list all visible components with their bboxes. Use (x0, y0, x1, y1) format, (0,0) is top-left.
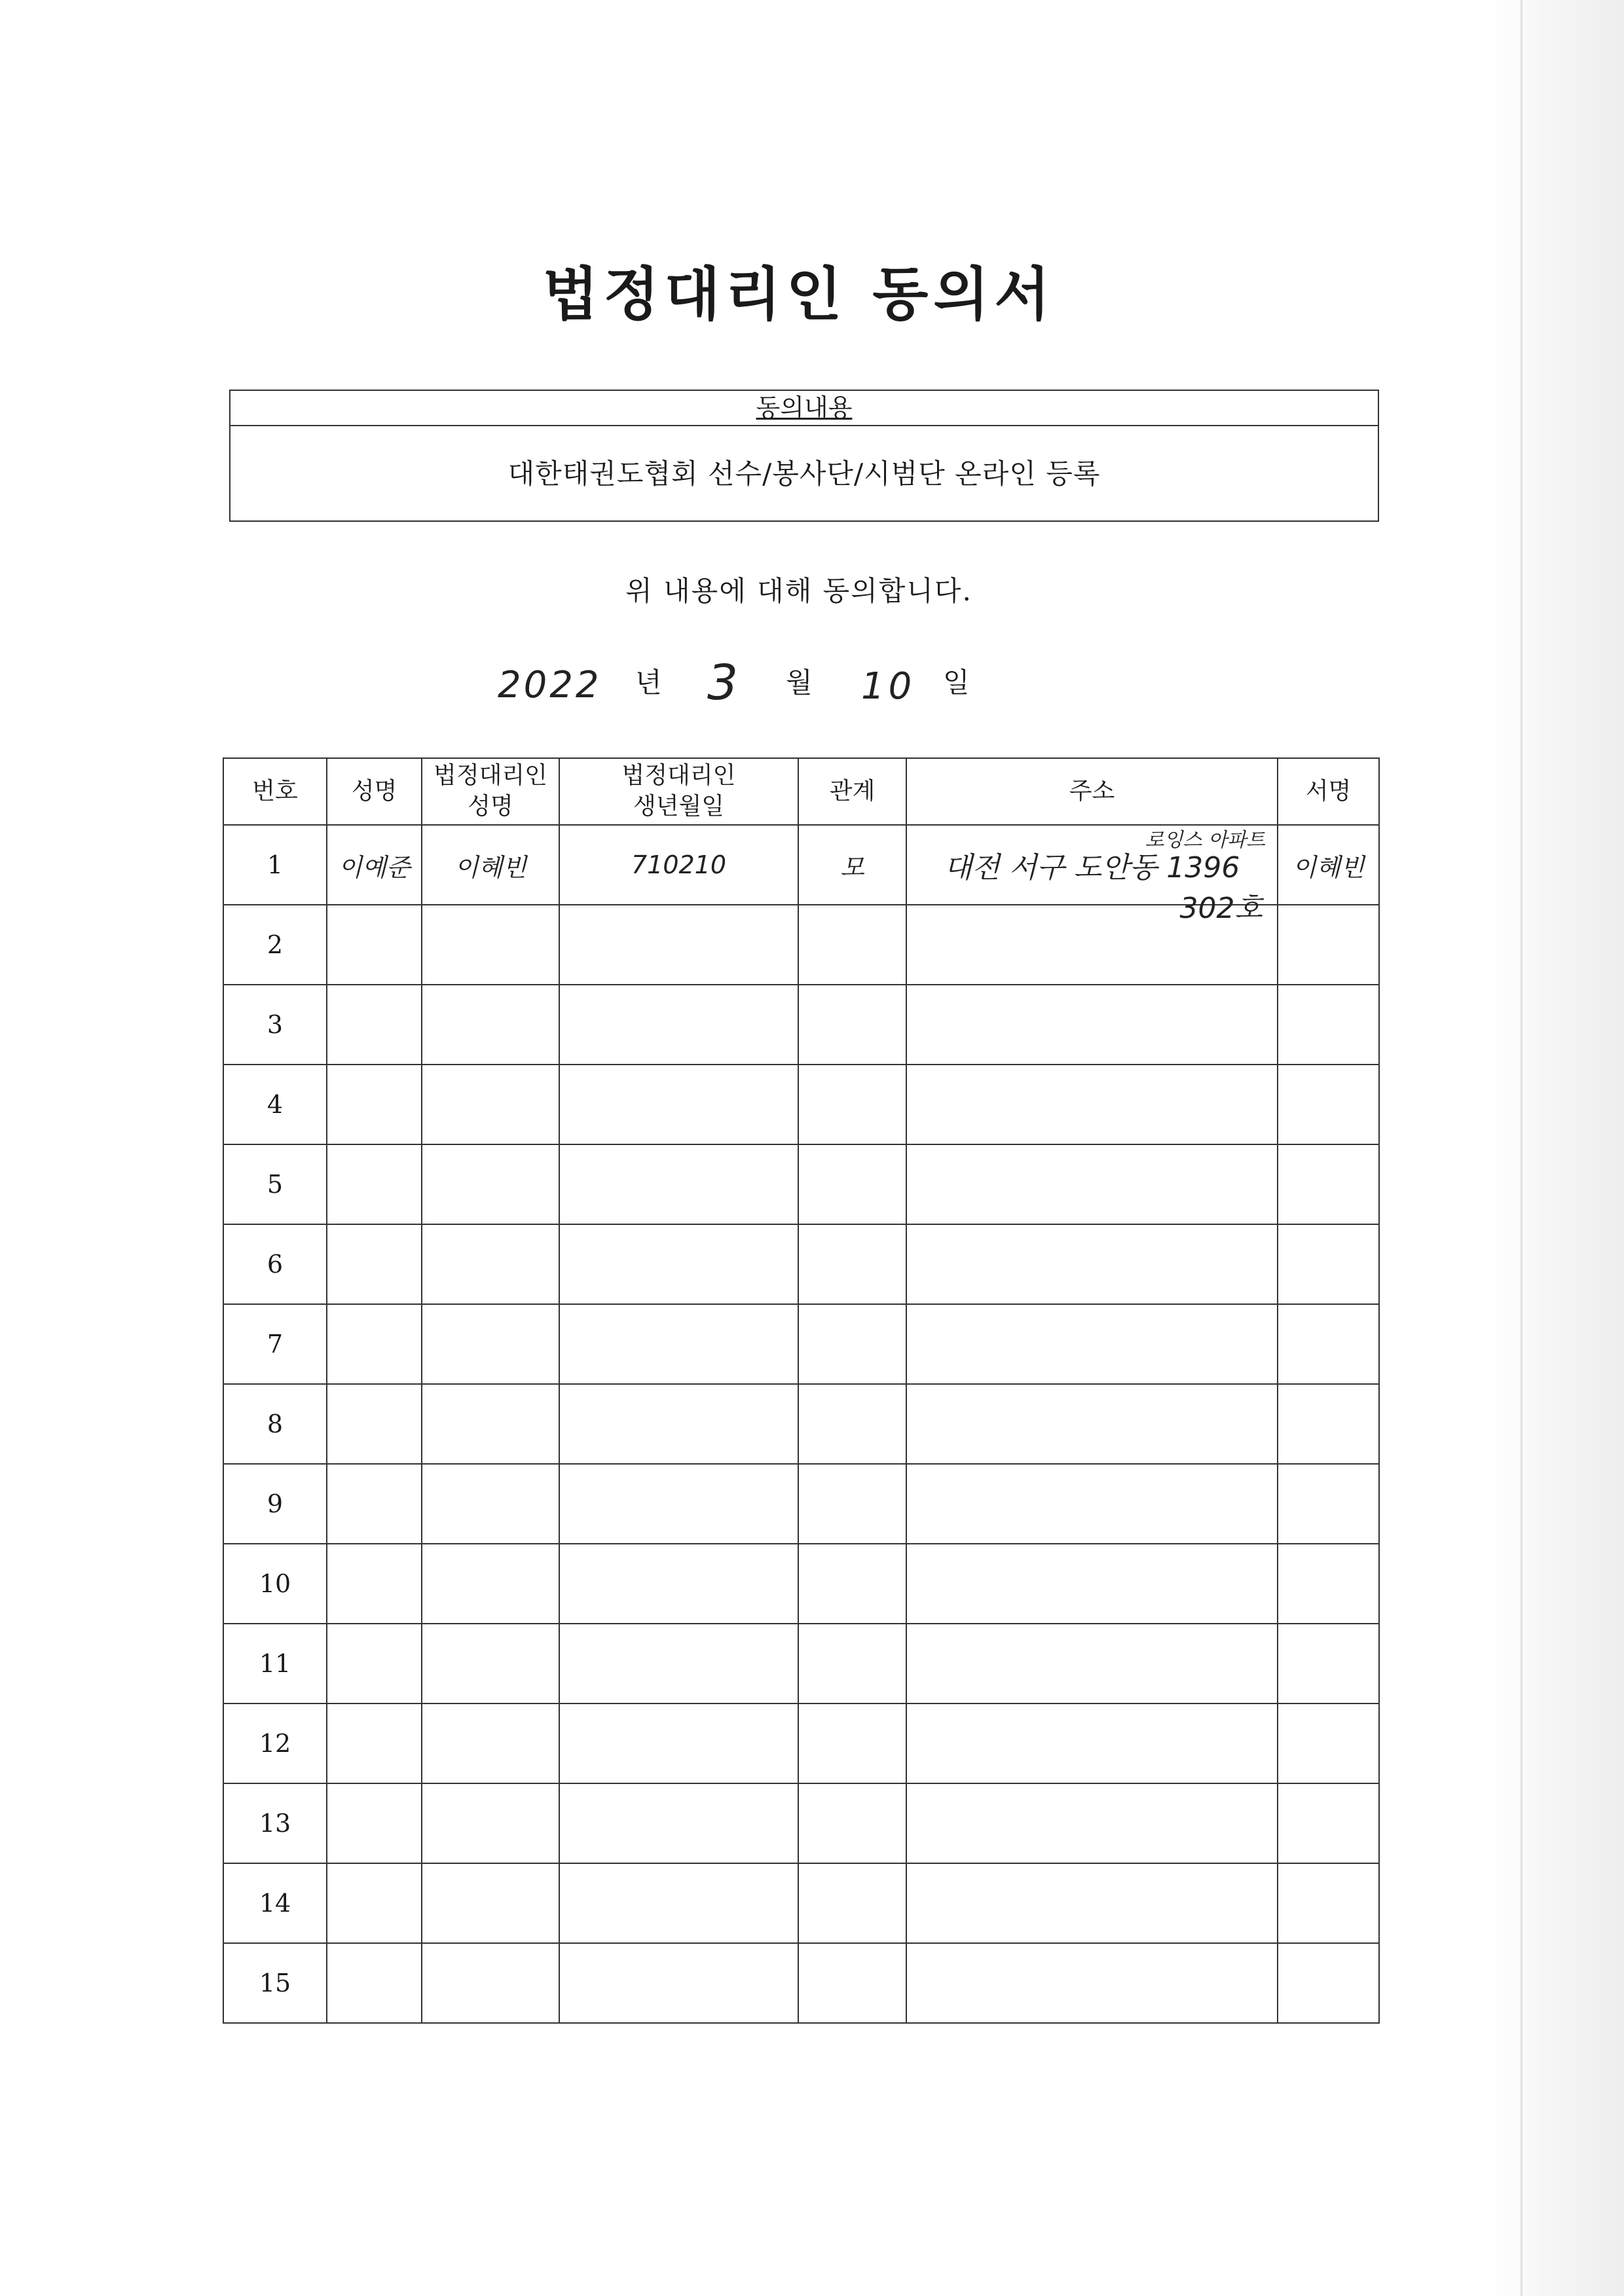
row-number: 14 (223, 1863, 327, 1943)
guardian-birth-cell[interactable] (559, 1704, 798, 1783)
signature-cell[interactable] (1278, 1065, 1379, 1144)
table-row (223, 1464, 1379, 1544)
table-row (223, 1065, 1379, 1144)
header-address: 주소 (906, 758, 1278, 825)
table-row (223, 825, 1379, 905)
row-number: 6 (223, 1224, 327, 1304)
guardian-birth-cell[interactable] (559, 1943, 798, 2023)
address-cell[interactable] (906, 1384, 1278, 1464)
consent-body: 대한태권도협회 선수/봉사단/시범단 온라인 등록 (507, 458, 1101, 490)
guardian-birth-cell[interactable] (559, 1065, 798, 1144)
address-cell[interactable] (906, 825, 1278, 925)
relation-cell[interactable] (798, 1943, 906, 2023)
header-signature: 서명 (1278, 758, 1379, 825)
address-cell[interactable] (906, 1544, 1278, 1624)
name-cell[interactable] (327, 1384, 422, 1464)
header-guardian-name (422, 758, 559, 825)
guardian-name-cell[interactable] (422, 905, 559, 985)
table-row (223, 1943, 1379, 2023)
signature-cell[interactable] (1278, 1464, 1379, 1544)
scan-edge-shadow (1493, 0, 1624, 2296)
signature-cell[interactable] (1278, 905, 1379, 985)
guardian-name-cell[interactable] (422, 1544, 559, 1624)
name-cell[interactable] (327, 985, 422, 1065)
header-no: 번호 (223, 758, 327, 825)
guardian-birth-cell[interactable] (559, 1144, 798, 1224)
table-row (223, 1224, 1379, 1304)
row-number: 9 (223, 1464, 327, 1544)
address-building: 로잉스 아파트 (1145, 829, 1265, 852)
relation-cell[interactable] (798, 1144, 906, 1224)
guardian-name-cell[interactable] (422, 1224, 559, 1304)
date-year-value[interactable]: 2022 (498, 664, 602, 706)
header-guardian-birth-line1: 법정대리인 (621, 762, 736, 790)
relation-cell[interactable] (798, 1624, 906, 1704)
address-cell[interactable] (906, 1624, 1278, 1704)
signature-cell[interactable] (1278, 1304, 1379, 1384)
row-number: 2 (223, 905, 327, 985)
document-title: 법정대리인 동의서 (542, 260, 1056, 328)
guardian-birth-cell[interactable] (559, 1224, 798, 1304)
header-guardian-name-line2: 성명 (468, 793, 513, 820)
signature-cell[interactable] (1278, 1704, 1379, 1783)
name-cell[interactable] (327, 1464, 422, 1544)
guardian-birth-cell[interactable] (559, 1544, 798, 1624)
guardian-birth-cell[interactable] (559, 1464, 798, 1544)
address-cell[interactable] (906, 1704, 1278, 1783)
guardian-name-cell[interactable] (422, 1464, 559, 1544)
guardian-name-cell[interactable] (422, 1144, 559, 1224)
header-relation: 관계 (798, 758, 906, 825)
address-cell[interactable] (906, 1144, 1278, 1224)
address-cell[interactable] (906, 1304, 1278, 1384)
relation-cell[interactable] (798, 1384, 906, 1464)
guardian-name-cell[interactable] (422, 1065, 559, 1144)
name-cell[interactable] (327, 1863, 422, 1943)
signature-cell[interactable] (1278, 1144, 1379, 1224)
name-cell[interactable] (327, 1144, 422, 1224)
row-number: 10 (223, 1544, 327, 1624)
header-guardian-name-line1: 법정대리인 (434, 762, 547, 790)
table-row (223, 1144, 1379, 1224)
row-number: 5 (223, 1144, 327, 1224)
name-cell[interactable] (327, 1065, 422, 1144)
row-number: 13 (223, 1783, 327, 1863)
signature-cell[interactable] (1278, 1624, 1379, 1704)
relation-cell[interactable] (798, 1304, 906, 1384)
table-row (223, 1304, 1379, 1384)
name-cell[interactable] (327, 1783, 422, 1863)
row-number: 3 (223, 985, 327, 1065)
consent-box (229, 390, 1379, 522)
address-cell[interactable] (906, 1224, 1278, 1304)
guardian-name-cell[interactable] (422, 1704, 559, 1783)
table-row (223, 1863, 1379, 1943)
date-year-label: 년 (635, 666, 662, 699)
signature-cell[interactable] (1278, 1783, 1379, 1863)
address-main: 대전 서구 도안동 1396 (944, 851, 1240, 884)
row-number: 7 (223, 1304, 327, 1384)
table-row (223, 1384, 1379, 1464)
date-day-label: 일 (943, 666, 970, 699)
signature-cell[interactable] (1278, 985, 1379, 1065)
relation-cell[interactable] (798, 1065, 906, 1144)
address-cell[interactable] (906, 1943, 1278, 2023)
name-cell[interactable] (327, 1943, 422, 2023)
table-header-row (223, 758, 1379, 825)
relation-cell[interactable] (798, 1224, 906, 1304)
relation-cell[interactable] (798, 1783, 906, 1863)
header-guardian-birth (559, 758, 798, 825)
signature-cell[interactable] (1278, 1544, 1379, 1624)
guardian-birth-cell[interactable] (559, 1384, 798, 1464)
name-cell[interactable] (327, 1624, 422, 1704)
signature-cell[interactable] (1278, 1863, 1379, 1943)
relation-cell[interactable] (798, 1464, 906, 1544)
row-number: 8 (223, 1384, 327, 1464)
consent-header-text: 동의내용 (756, 393, 853, 422)
relation-cell[interactable] (798, 985, 906, 1065)
table-row (223, 1624, 1379, 1704)
row-number: 11 (223, 1624, 327, 1704)
address-cell[interactable] (906, 1863, 1278, 1943)
guardian-name-cell[interactable] (422, 1624, 559, 1704)
guardian-name-cell[interactable]: 이혜빈 (422, 825, 559, 905)
signature-cell[interactable]: 이혜빈 (1278, 825, 1379, 905)
agreement-statement: 위 내용에 대해 동의합니다. (625, 575, 972, 607)
address-cell[interactable] (906, 985, 1278, 1065)
name-cell[interactable] (327, 905, 422, 985)
date-month-value[interactable]: 3 (707, 655, 739, 711)
table-row (223, 1704, 1379, 1783)
row-number: 15 (223, 1943, 327, 2023)
address-cell[interactable] (906, 1065, 1278, 1144)
address-unit: 302호 (1179, 892, 1263, 925)
date-month-label: 월 (786, 666, 813, 699)
guardian-birth-cell[interactable] (559, 1624, 798, 1704)
row-number: 1 (223, 825, 327, 905)
relation-cell[interactable] (798, 1544, 906, 1624)
guardian-name-cell[interactable] (422, 1943, 559, 2023)
header-guardian-birth-line2: 생년월일 (633, 793, 725, 820)
guardian-name-cell[interactable] (422, 1783, 559, 1863)
table-row (223, 1544, 1379, 1624)
table-row (223, 985, 1379, 1065)
name-cell[interactable] (327, 1224, 422, 1304)
guardian-birth-cell[interactable] (559, 905, 798, 985)
name-cell[interactable] (327, 1704, 422, 1783)
guardian-name-cell[interactable] (422, 985, 559, 1065)
consent-header (231, 391, 1378, 426)
guardian-name-cell[interactable] (422, 1384, 559, 1464)
scan-edge-line (1521, 0, 1522, 2296)
guardian-birth-cell[interactable] (559, 985, 798, 1065)
relation-cell[interactable]: 모 (798, 825, 906, 905)
relation-cell[interactable] (798, 1863, 906, 1943)
name-cell[interactable] (327, 1544, 422, 1624)
guardian-table (223, 757, 1380, 2024)
guardian-birth-cell[interactable] (559, 1863, 798, 1943)
relation-cell[interactable] (798, 905, 906, 985)
guardian-birth-cell[interactable] (559, 1304, 798, 1384)
guardian-name-cell[interactable] (422, 1863, 559, 1943)
name-cell[interactable] (327, 1304, 422, 1384)
signature-cell[interactable] (1278, 1224, 1379, 1304)
guardian-name-cell[interactable] (422, 1304, 559, 1384)
signature-cell[interactable] (1278, 1943, 1379, 2023)
table-row (223, 1783, 1379, 1863)
date-row (498, 655, 1022, 727)
date-day-value[interactable]: 10 (861, 665, 916, 708)
signature-cell[interactable] (1278, 1384, 1379, 1464)
name-cell[interactable]: 이예준 (327, 825, 422, 905)
guardian-birth-cell[interactable] (559, 1783, 798, 1863)
header-name: 성명 (327, 758, 422, 825)
address-cell[interactable] (906, 1464, 1278, 1544)
relation-cell[interactable] (798, 1704, 906, 1783)
row-number: 12 (223, 1704, 327, 1783)
address-cell[interactable] (906, 1783, 1278, 1863)
row-number: 4 (223, 1065, 327, 1144)
guardian-birth-cell[interactable]: 710210 (559, 825, 798, 905)
